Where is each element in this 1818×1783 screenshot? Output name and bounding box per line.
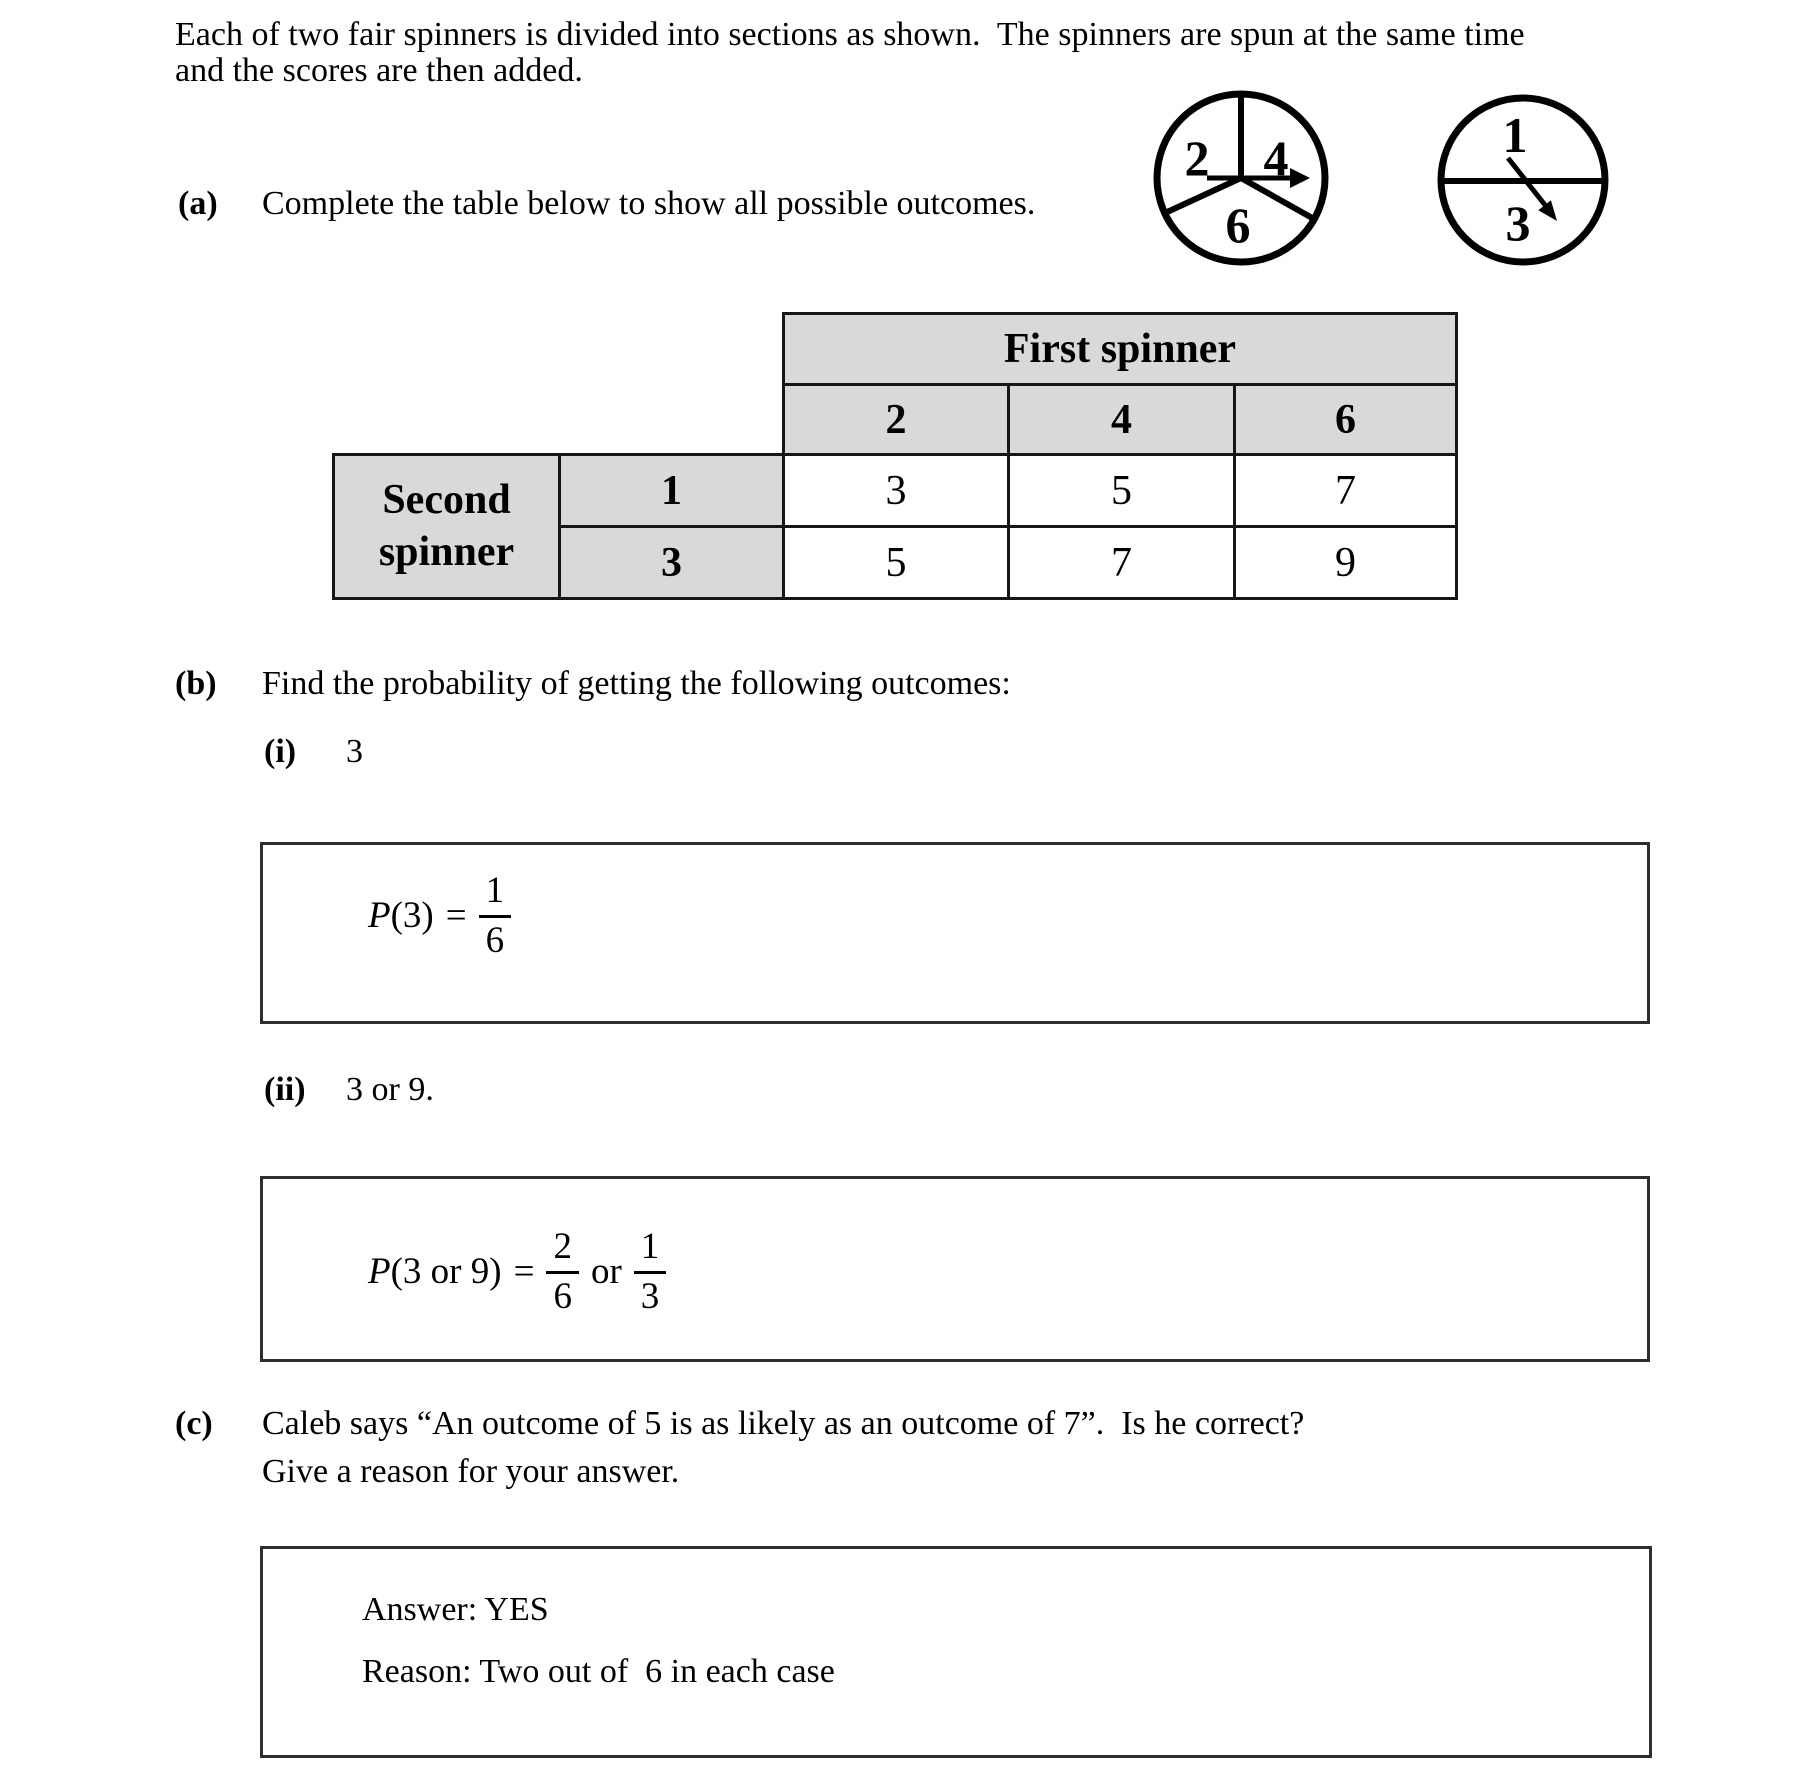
equation-p3or9-fraction-1: $\frac{2}{6}$ <box>546 1228 579 1317</box>
part-b-text: Find the probability of getting the following outcomes: <box>262 665 1011 702</box>
table-cell-r1c2: 5 <box>1007 453 1236 528</box>
equation-p3or9 <box>368 1207 666 1337</box>
table-col-header-4: 4 <box>1007 383 1236 456</box>
part-c-answer: Answer: YES <box>362 1591 549 1628</box>
table-cell-r1c1: 3 <box>782 453 1010 528</box>
part-a-text: Complete the table below to show all possible outcomes. <box>262 185 1036 222</box>
table-row-header-3: 3 <box>558 525 785 600</box>
part-b-ii-label: (ii) <box>264 1071 306 1108</box>
table-cell-r1c3: 7 <box>1233 453 1458 528</box>
first-spinner-label-6: 6 <box>1225 197 1251 253</box>
equation-p3-lhs: P(3) <box>368 894 434 936</box>
part-b-ii-text: 3 or 9. <box>346 1071 434 1108</box>
table-cell-r2c1: 5 <box>782 525 1010 600</box>
part-c-label: (c) <box>175 1405 213 1442</box>
part-b-i-text: 3 <box>346 733 363 770</box>
intro-line-1: Each of two fair spinners is divided into sections as shown. The spinners are spun at the same time <box>175 16 1525 53</box>
table-row-header-1: 1 <box>558 453 785 528</box>
equation-p3-fraction: $\frac{1}{6}$ <box>479 872 512 961</box>
table-second-spinner-header-line2: spinner <box>378 528 515 575</box>
part-a-label: (a) <box>178 185 218 222</box>
first-spinner-diagram <box>1150 86 1332 272</box>
equation-p3or9-fraction-2: $\frac{1}{3}$ <box>634 1228 667 1317</box>
table-cell-r2c3: 9 <box>1233 525 1458 600</box>
part-b-i-label: (i) <box>264 733 297 770</box>
equation-p3or9-lhs: P(3 or 9) <box>368 1250 502 1292</box>
equation-p3-equals: = <box>445 894 467 936</box>
table-cell-r2c2: 7 <box>1007 525 1236 600</box>
equation-p3 <box>368 851 511 981</box>
first-spinner-pointer-head <box>1290 168 1310 188</box>
table-second-spinner-header-line1: Second <box>382 477 511 524</box>
part-c-line-1: Caleb says “An outcome of 5 is as likely as an outcome of 7”. Is he correct? <box>262 1405 1305 1442</box>
part-b-label: (b) <box>175 665 217 702</box>
first-spinner-label-4: 4 <box>1263 130 1289 186</box>
part-c-line-2: Give a reason for your answer. <box>262 1453 680 1490</box>
part-c-reason: Reason: Two out of 6 in each case <box>362 1653 835 1690</box>
second-spinner-label-1: 1 <box>1502 107 1528 163</box>
table-first-spinner-header: First spinner <box>782 312 1458 386</box>
table-second-spinner-header <box>332 453 561 600</box>
equation-p3or9-equals: = <box>513 1250 535 1292</box>
second-spinner-label-3: 3 <box>1505 195 1531 251</box>
equation-p3or9-or: or <box>590 1250 622 1292</box>
table-col-header-2: 2 <box>782 383 1010 456</box>
second-spinner-diagram <box>1433 90 1615 272</box>
intro-line-2: and the scores are then added. <box>175 52 583 89</box>
first-spinner-label-2: 2 <box>1184 130 1210 186</box>
table-col-header-6: 6 <box>1233 383 1458 456</box>
